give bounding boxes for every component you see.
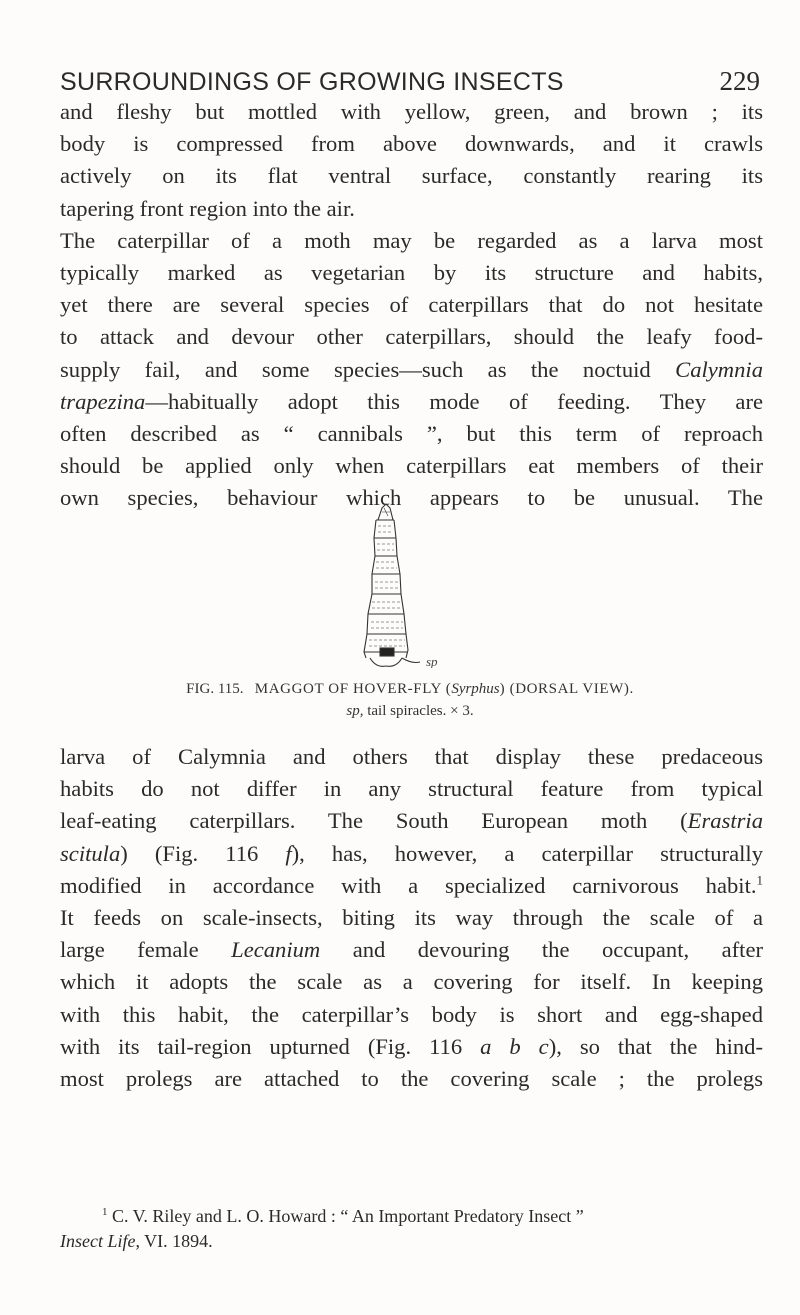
species-name: trapezina: [60, 388, 146, 414]
text-run: ), has, however, a caterpillar structurally: [291, 840, 763, 866]
footnote: [60, 1200, 763, 1254]
footnote-text: C. V. Riley and L. O. Howard : “ An Important Predatory Insect ”: [107, 1206, 584, 1226]
text-run: large female: [60, 937, 232, 963]
paragraph-1: [60, 96, 763, 515]
text-line: [60, 838, 763, 870]
text-run: and devouring the occupant, after: [320, 937, 763, 963]
text-run: modified in accordance with a specialized carnivorous habit.: [60, 872, 757, 898]
caption-text: tail spiracles. × 3.: [363, 703, 474, 719]
text-run: with its tail-region upturned (Fig. 116: [60, 1033, 481, 1059]
journal-title: Insect Life: [60, 1231, 136, 1251]
species-name: Erastria: [687, 808, 763, 834]
text-line: most prolegs are attached to the covering scale ; the prolegs: [60, 1066, 763, 1092]
text-line: own species, behaviour which appears to be unusual. The: [60, 485, 763, 511]
genus-name: Lecanium: [231, 937, 321, 963]
caption-abbr: sp,: [346, 703, 364, 719]
maggot-illustration: [330, 498, 490, 668]
page-number: 229: [719, 66, 760, 96]
text-line: larva of Calymnia and others that display these predaceous: [60, 744, 763, 769]
figure-caption: [60, 678, 760, 700]
species-name: scitula: [60, 840, 121, 866]
text-line: should be applied only when caterpillars eat members of their: [60, 453, 763, 479]
figure-115: [0, 498, 800, 668]
caption-text: MAGGOT OF HOVER-FLY (: [254, 681, 452, 697]
text-run: —habitually adopt this mode of feeding. They are: [145, 388, 763, 414]
figure-caption-2: [60, 700, 760, 722]
text-line: typically marked as vegetarian by its structure and habits,: [60, 260, 763, 286]
text-line: which it adopts the scale as a covering for itself. In keeping: [60, 969, 763, 995]
text-run: ), so that the hind-: [548, 1033, 764, 1059]
text-line: [60, 1031, 763, 1063]
text-line: often described as “ cannibals ”, but this term of reproach: [60, 421, 763, 447]
figure-number: FIG. 115.: [186, 681, 244, 697]
footnote-line: [60, 1200, 763, 1229]
paragraph-2: [60, 741, 763, 1095]
footnote-marker: 1: [756, 872, 763, 888]
spiracle-label: sp: [426, 654, 438, 668]
text-run: leaf-eating caterpillars. The South European moth (: [60, 808, 688, 834]
figure-ref: f: [285, 840, 292, 866]
genus-name: Syrphus: [451, 681, 500, 697]
footnote-text: , VI. 1894.: [135, 1231, 213, 1251]
running-head: [60, 66, 760, 97]
caption-text: ) (DORSAL VIEW).: [499, 681, 634, 697]
footnote-marker: 1: [102, 1206, 108, 1218]
text-run: ) (Fig. 116: [120, 840, 286, 866]
text-line: [60, 870, 763, 902]
text-line: The caterpillar of a moth may be regarded as a larva most: [60, 227, 763, 253]
figure-ref: a b c: [480, 1033, 549, 1059]
text-line: body is compressed from above downwards, and it crawls: [60, 131, 763, 157]
text-run: supply fail, and some species—such as the noctuid: [60, 356, 676, 382]
text-line: with this habit, the caterpillar’s body is short and egg-shaped: [60, 1001, 763, 1027]
text-line: habits do not differ in any structural feature from typical: [60, 776, 763, 802]
text-line: and fleshy but mottled with yellow, green, and brown ; its: [60, 99, 763, 124]
text-line: [60, 354, 763, 386]
text-line: yet there are several species of caterpillars that do not hesitate: [60, 292, 763, 318]
text-line: tapering front region into the air.: [60, 195, 355, 221]
chapter-title: SURROUNDINGS OF GROWING INSECTS: [60, 68, 564, 96]
text-line: to attack and devour other caterpillars, should the leafy food-: [60, 324, 763, 350]
text-line: [60, 386, 763, 418]
footnote-line: [60, 1229, 763, 1254]
species-name: Calymnia: [675, 356, 763, 382]
text-line: It feeds on scale-insects, biting its way through the scale of a: [60, 905, 763, 931]
text-line: actively on its flat ventral surface, constantly rearing its: [60, 163, 763, 189]
text-line: [60, 805, 763, 837]
text-line: [60, 934, 763, 966]
